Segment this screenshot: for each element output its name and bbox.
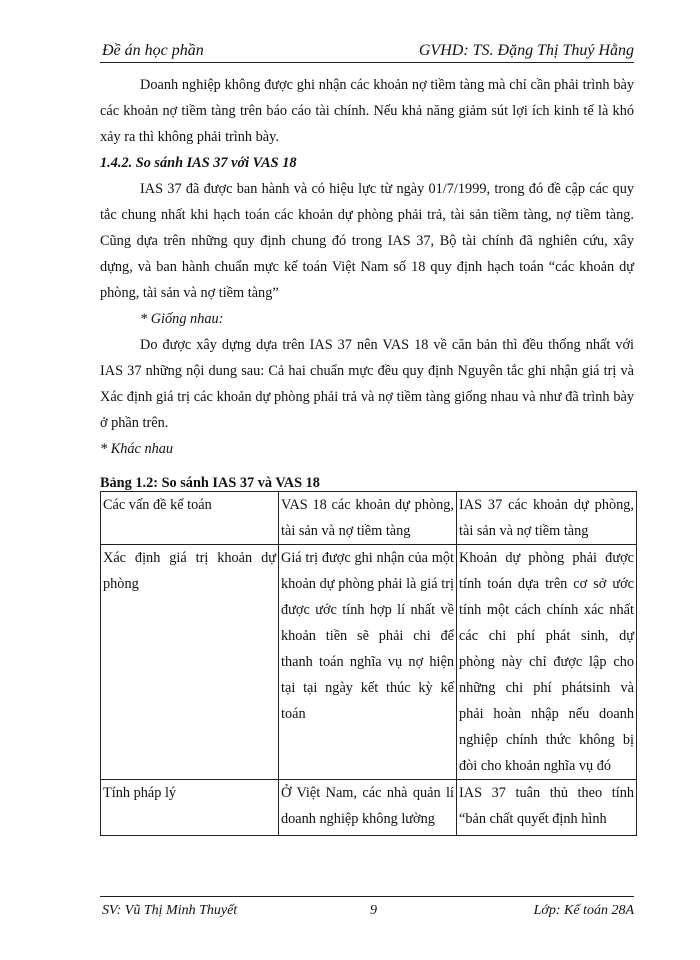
paragraph-contingent-liabilities: Doanh nghiệp không được ghi nhận các khoản nợ tiềm tàng mà chỉ cần phải trình bày các khoản nợ tiềm tàng trên báo cáo tài chính. Nếu khả năng giảm sút lợi ích kinh tế là khó xảy ra thì không phải trình bày. <box>100 77 634 145</box>
page-footer <box>100 896 634 921</box>
table-header-cell: VAS 18 các khoản dự phòng, tài sản và nợ tiềm tàng <box>279 492 457 545</box>
table-header-cell: IAS 37 các khoản dự phòng, tài sản và nợ tiềm tàng <box>457 492 637 545</box>
table-row <box>101 545 637 780</box>
header-supervisor: GVHD: TS. Đặng Thị Thuý Hằng <box>418 42 634 59</box>
page-body <box>100 72 634 496</box>
paragraph-ias37-intro: IAS 37 đã được ban hành và có hiệu lực từ ngày 01/7/1999, trong đó đề cập các quy tắc chung nhất khi hạch toán các khoản dự phòng phải trả, tài sản tiềm tàng, nợ tiềm tàng. Cũng dựa trên những quy định chung đó trong IAS 37, Bộ tài chính đã nghiên cứu, xây dựng, và ban hành chuẩn mực kế toán Việt Nam số 18 quy định hạch toán “các khoản dự phòng, tài sản và nợ tiềm tàng” <box>100 181 634 301</box>
table-caption: Bảng 1.2: So sánh IAS 37 và VAS 18 <box>100 475 320 491</box>
differences-label: * Khác nhau <box>100 441 174 457</box>
footer-student: SV: Vũ Thị Minh Thuyết <box>102 903 238 918</box>
table-row <box>101 780 637 836</box>
table-cell: Khoản dự phòng phải được tính toán dựa trên cơ sở ước tính một cách chính xác nhất các chi phí phát sinh, dự phòng này chỉ được lập cho những chi phí phátsinh và phải hoàn nhập nếu doanh nghiệp chính thức không bị đòi cho khoản nghĩa vụ đó <box>457 545 637 780</box>
section-heading: 1.4.2. So sánh IAS 37 với VAS 18 <box>100 155 297 171</box>
footer-class: Lớp: Kế toán 28A <box>533 903 634 918</box>
header-course: Đề án học phần <box>102 42 204 59</box>
table-header-row <box>101 492 637 545</box>
paragraph-similarities: Do được xây dựng dựa trên IAS 37 nên VAS 18 về căn bản thì đều thống nhất với IAS 37 những nội dung sau: Cả hai chuẩn mực đều quy định Nguyên tắc ghi nhận giá trị và Xác định giá trị các khoản dự phòng phải trả và nợ tiềm tàng giống nhau và như đã trình bày ở phần trên. <box>100 337 634 431</box>
table-cell: Giá trị được ghi nhận của một khoản dự phòng phải là giá trị được ước tính hợp lí nhất về khoản tiền sẽ phải chi để thanh toán nghĩa vụ nợ hiện tại tại ngày kết thúc kỳ kế toán <box>279 545 457 780</box>
table-header-cell: Các vấn đề kế toán <box>101 492 279 545</box>
comparison-table <box>100 491 637 836</box>
similarities-label: * Giống nhau: <box>140 311 224 327</box>
table-cell: Tính pháp lý <box>101 780 279 836</box>
table-cell: Xác định giá trị khoản dự phòng <box>101 545 279 780</box>
page-number: 9 <box>370 903 377 918</box>
page-header <box>100 40 634 63</box>
table-cell: IAS 37 tuân thủ theo tính “bản chất quyết định hình <box>457 780 637 836</box>
table-cell: Ở Việt Nam, các nhà quản lí doanh nghiệp không lường <box>279 780 457 836</box>
